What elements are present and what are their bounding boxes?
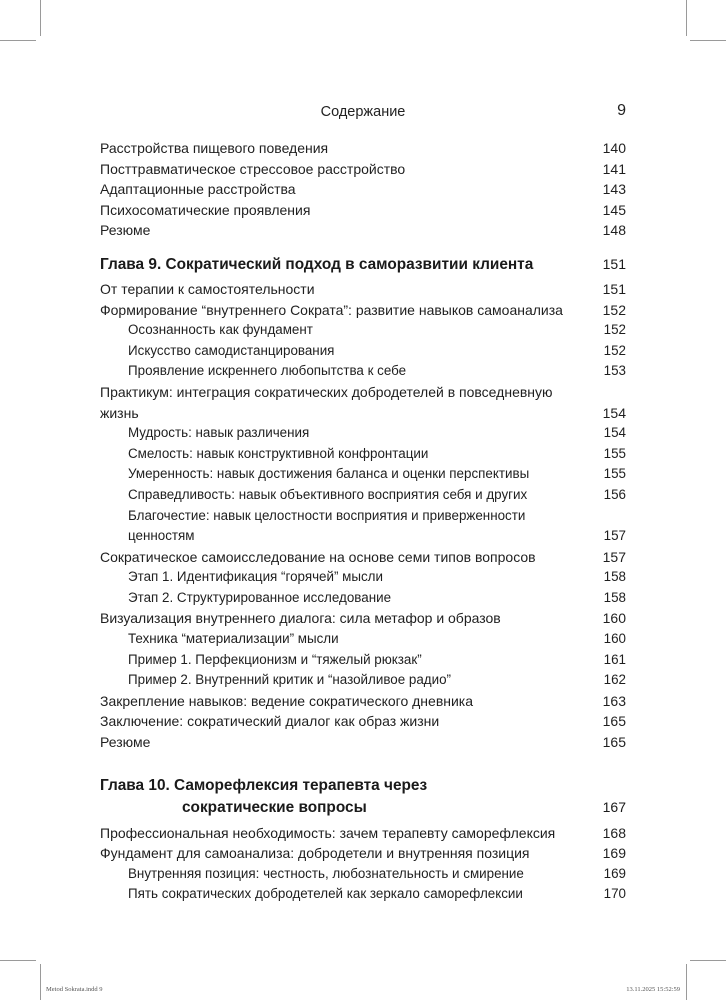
toc-entry-page: 160 <box>602 610 626 627</box>
toc-entry[interactable] <box>100 300 626 321</box>
toc-entry[interactable] <box>100 220 626 241</box>
toc-subentry[interactable] <box>100 670 626 691</box>
toc-entry-page: 163 <box>602 692 626 709</box>
toc-entry[interactable] <box>100 823 626 844</box>
toc-entry[interactable] <box>100 179 626 200</box>
toc-entry-title: Этап 1. Идентификация “горячей” мысли <box>128 569 383 585</box>
toc-group-chapter-8-tail <box>100 138 626 241</box>
toc-subentry[interactable] <box>100 884 626 905</box>
crop-mark-right-bottom <box>690 960 726 961</box>
table-of-contents <box>100 138 626 905</box>
toc-entry-title: Сократическое самоисследование на основе семи типов вопросов <box>100 548 536 565</box>
toc-entry-title: Пример 1. Перфекционизм и “тяжелый рюкзак” <box>128 651 422 667</box>
toc-entry-title: Смелость: навык конструктивной конфронтации <box>128 445 429 461</box>
toc-entry-page: 158 <box>603 569 626 585</box>
page-number: 9 <box>617 102 626 119</box>
toc-subentry[interactable] <box>100 423 626 444</box>
running-header-title: Содержание <box>320 104 406 120</box>
toc-entry-title: Закрепление навыков: ведение сократического дневника <box>100 692 474 709</box>
toc-entry-title: Профессиональная необходимость: зачем терапевту саморефлексия <box>100 824 556 841</box>
toc-entry-title: Визуализация внутреннего диалога: сила метафор и образов <box>100 610 501 627</box>
toc-entry-page: 145 <box>602 201 626 218</box>
toc-entry-page: 154 <box>603 425 626 441</box>
toc-entry-page: 152 <box>603 322 626 338</box>
toc-entry[interactable] <box>100 382 626 423</box>
toc-chapter-10-page: 167 <box>602 798 626 815</box>
toc-entry-page: 157 <box>603 528 626 544</box>
toc-subentry[interactable] <box>100 361 626 382</box>
toc-subentry[interactable] <box>100 588 626 609</box>
toc-subentry[interactable] <box>100 464 626 485</box>
toc-entry-page: 158 <box>603 589 626 605</box>
toc-entry[interactable] <box>100 279 626 300</box>
toc-entry-title: Искусство самодистанцирования <box>128 342 335 358</box>
toc-entry-title: Внутренняя позиция: честность, любознательность и смирение <box>128 865 524 881</box>
toc-subentry[interactable] <box>100 485 626 506</box>
toc-entry-page: 143 <box>602 181 626 198</box>
toc-entry-page: 152 <box>603 342 626 358</box>
crop-mark-bottom-left <box>40 964 41 1000</box>
toc-entry[interactable] <box>100 711 626 732</box>
toc-entry-page: 165 <box>602 713 626 730</box>
toc-chapter-10[interactable] <box>100 775 626 819</box>
running-header <box>100 104 626 124</box>
toc-entry-page: 165 <box>602 734 626 751</box>
toc-chapter-9[interactable] <box>100 254 626 276</box>
toc-subentry[interactable] <box>100 567 626 588</box>
toc-entry-page: 153 <box>603 363 626 379</box>
toc-entry-title: Формирование “внутреннего Сократа”: развитие навыков самоанализа <box>100 301 563 318</box>
toc-entry-page: 162 <box>603 672 626 688</box>
print-slug-timestamp: 13.11.2025 15:52:59 <box>626 986 680 993</box>
toc-entry-page: 155 <box>603 445 626 461</box>
toc-entry-title: Адаптационные расстройства <box>100 181 296 198</box>
toc-entry-page: 151 <box>602 280 626 297</box>
toc-entry-page: 169 <box>603 865 626 881</box>
toc-entry-page: 154 <box>602 404 626 421</box>
toc-subentry[interactable] <box>100 320 626 341</box>
toc-entry-page: 161 <box>603 651 626 667</box>
toc-entry-page: 160 <box>603 631 626 647</box>
toc-group-chapter-10 <box>100 823 626 905</box>
toc-entry-title: Техника “материализации” мысли <box>128 631 339 647</box>
toc-subentry[interactable] <box>100 444 626 465</box>
toc-entry-page: 152 <box>602 301 626 318</box>
toc-entry-title: От терапии к самостоятельности <box>100 280 315 297</box>
toc-entry-title: Благочестие: навык целостности восприятия и приверженности ценностям <box>128 507 526 544</box>
toc-entry-page: 170 <box>603 886 626 902</box>
toc-entry-title: Осознанность как фундамент <box>128 322 313 338</box>
toc-subentry[interactable] <box>100 650 626 671</box>
toc-chapter-9-title: Глава 9. Сократический подход в саморазвитии клиента <box>100 255 534 273</box>
toc-entry-page: 155 <box>603 466 626 482</box>
toc-entry-page: 168 <box>602 824 626 841</box>
toc-subentry[interactable] <box>100 864 626 885</box>
toc-entry-page: 156 <box>603 486 626 502</box>
toc-entry-page: 140 <box>602 140 626 156</box>
toc-entry-title: Проявление искреннего любопытства к себе <box>128 363 407 379</box>
toc-entry-title: Психосоматические проявления <box>100 201 311 218</box>
toc-entry[interactable] <box>100 843 626 864</box>
toc-subentry[interactable] <box>100 506 626 547</box>
toc-chapter-10-title-line1: Глава 10. Саморефлексия терапевта через <box>100 776 428 794</box>
crop-mark-bottom-right <box>686 964 687 1000</box>
toc-entry-page: 169 <box>602 845 626 862</box>
toc-entry-title: Заключение: сократический диалог как образ жизни <box>100 713 440 730</box>
toc-entry-title: Резюме <box>100 734 151 751</box>
toc-entry[interactable] <box>100 200 626 221</box>
toc-entry[interactable] <box>100 691 626 712</box>
toc-entry[interactable] <box>100 732 626 753</box>
toc-entry-title: Посттравматическое стрессовое расстройство <box>100 160 406 177</box>
toc-entry-title: Мудрость: навык различения <box>128 425 310 441</box>
toc-subentry[interactable] <box>100 629 626 650</box>
crop-mark-left-bottom <box>0 960 36 961</box>
toc-entry-title: Резюме <box>100 222 151 239</box>
toc-entry-title: Расстройства пищевого поведения <box>100 140 329 156</box>
toc-chapter-10-title-line2: сократические вопросы <box>182 798 367 816</box>
toc-entry-title: Справедливость: навык объективного восприятия себя и других <box>128 486 528 502</box>
toc-chapter-9-page: 151 <box>602 255 626 272</box>
toc-entry-title: Фундамент для самоанализа: добродетели и внутренняя позиция <box>100 845 530 862</box>
print-slug-file: Metod Sokrata.indd 9 <box>46 986 103 993</box>
toc-entry[interactable] <box>100 138 626 159</box>
toc-entry-page: 148 <box>602 222 626 239</box>
toc-entry-page: 157 <box>602 548 626 565</box>
toc-entry[interactable] <box>100 608 626 629</box>
toc-entry-title: Умеренность: навык достижения баланса и оценки перспективы <box>128 466 530 482</box>
toc-subentry[interactable] <box>100 341 626 362</box>
crop-mark-right-top <box>690 40 726 41</box>
crop-mark-left-top <box>0 40 36 41</box>
toc-entry-title: Практикум: интеграция сократических добродетелей в повседневную жизнь <box>100 383 553 421</box>
toc-entry-title: Пример 2. Внутренний критик и “назойливое радио” <box>128 672 451 688</box>
crop-mark-top-left <box>40 0 41 36</box>
toc-group-chapter-9 <box>100 279 626 753</box>
toc-entry-title: Пять сократических добродетелей как зеркало саморефлексии <box>128 886 523 902</box>
toc-chapter-10-title <box>100 775 626 819</box>
toc-entry-page: 141 <box>602 160 626 177</box>
toc-entry[interactable] <box>100 547 626 568</box>
toc-entry-title: Этап 2. Структурированное исследование <box>128 589 392 605</box>
crop-mark-top-right <box>686 0 687 36</box>
toc-entry[interactable] <box>100 159 626 180</box>
